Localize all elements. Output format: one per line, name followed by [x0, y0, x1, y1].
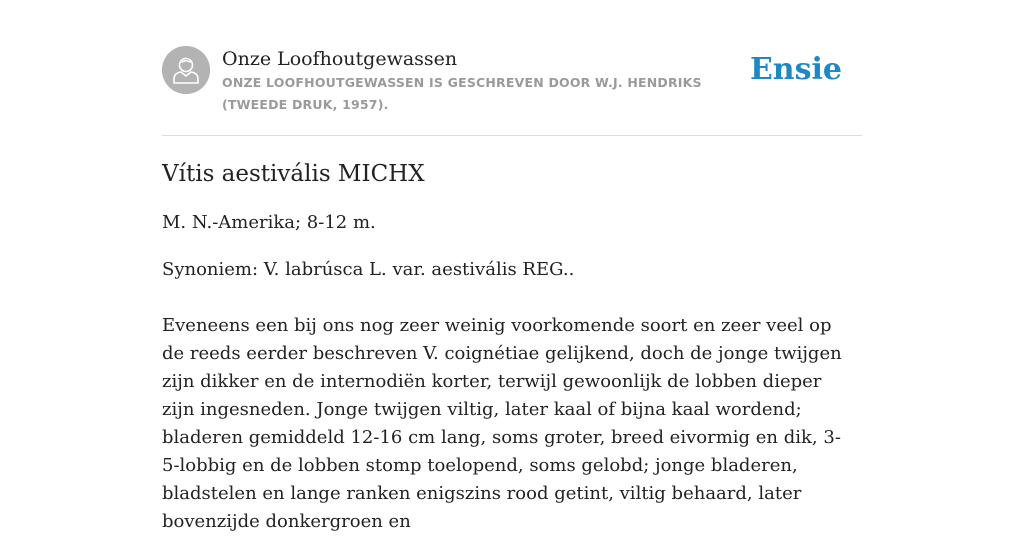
entry-title: Vítis aestivális MICHX	[162, 161, 425, 187]
source-description: ONZE LOOFHOUTGEWASSEN IS GESCHREVEN DOOR W.J. HENDRIKS (TWEEDE DRUK, 1957).	[222, 75, 702, 112]
user-icon	[162, 46, 210, 94]
entry-paragraph-synonym: Synoniem: V. labrúsca L. var. aestivális REG..	[162, 259, 575, 280]
entry-content	[162, 158, 852, 536]
entry-paragraph-origin: M. N.-Amerika; 8-12 m.	[162, 212, 376, 233]
header-divider	[162, 135, 862, 136]
ensie-logo[interactable]: Ensie	[749, 52, 842, 87]
entry-paragraph-description: Eveneens een bij ons nog zeer weinig voorkomende soort en zeer veel op de reeds eerder beschreven V. coignétiae gelijkend, doch de jonge twijgen zijn dikker en de internodiën korter, terwijl gewoonlijk de lobben dieper zijn ingesneden. Jonge twijgen viltig, later kaal of bijna kaal wordend; bladeren gemiddeld 12-16 cm lang, soms groter, breed eivormig en dik, 3-5-lobbig en de lobben stomp toelopend, soms gelobd; jonge bladeren, bladstelen en lange ranken enigszins rood getint, viltig behaard, later bovenzijde donkergroen en	[162, 315, 842, 532]
source-title[interactable]: Onze Loofhoutgewassen	[222, 48, 458, 70]
source-header	[162, 46, 862, 136]
